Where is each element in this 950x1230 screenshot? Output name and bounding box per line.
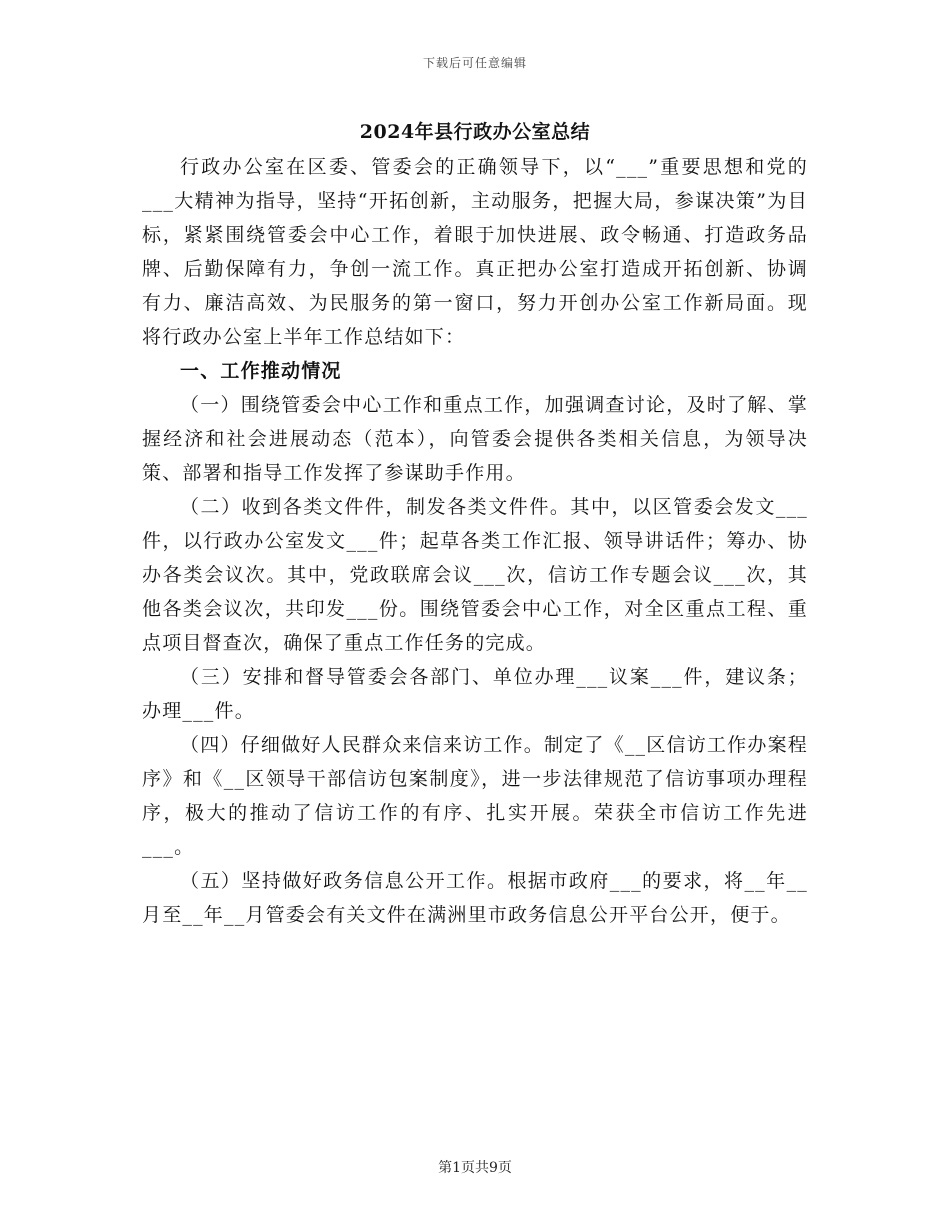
intro-paragraph: 行政办公室在区委、管委会的正确领导下，以“___”重要思想和党的___大精神为指导，坚持“开拓创新，主动服务，把握大局，参谋决策”为目标，紧紧围绕管委会中心工作，着眼于加快进展、政令畅通、打造政务品牌、后勤保障有力，争创一流工作。真正把办公室打造成开拓创新、协调有力、廉洁高效、为民服务的第一窗口，努力开创办公室工作新局面。现将行政办公室上半年工作总结如下： bbox=[142, 156, 808, 348]
paragraph-item-4: （四）仔细做好人民群众来信来访工作。制定了《__区信访工作办案程序》和《__区领导干部信访包案制度》，进一步法律规范了信访事项办理程序，极大的推动了信访工作的有序、扎实开展。荣获全市信访工作先进___。 bbox=[142, 734, 808, 858]
paragraph-item-5: （五）坚持做好政务信息公开工作。根据市政府___的要求，将__年__月至__年__月管委会有关文件在满洲里市政务信息公开平台公开，便于。 bbox=[142, 870, 808, 926]
page-indicator: 第1页共9页 bbox=[438, 1160, 512, 1176]
section-heading: 一、工作推动情况 bbox=[180, 360, 342, 382]
document-body bbox=[142, 150, 808, 932]
document-title: 2024年县行政办公室总结 bbox=[359, 121, 591, 143]
header-note: 下载后可任意编辑 bbox=[422, 56, 527, 70]
paragraph-item-1: （一）围绕管委会中心工作和重点工作，加强调查讨论，及时了解、掌握经济和社会进展动态（范本），向管委会提供各类相关信息，为领导决策、部署和指导工作发挥了参谋助手作用。 bbox=[142, 394, 808, 484]
paragraph-item-2: （二）收到各类文件件，制发各类文件件。其中，以区管委会发文___件，以行政办公室发文___件；起草各类工作汇报、领导讲话件；筹办、协办各类会议次。其中，党政联席会议___次，信访工作专题会议___次，其他各类会议次，共印发___份。围绕管委会中心工作，对全区重点工程、重点项目督查次，确保了重点工作任务的完成。 bbox=[142, 496, 808, 654]
paragraph-item-3: （三）安排和督导管委会各部门、单位办理___议案___件，建议条；办理___件。 bbox=[142, 666, 808, 722]
